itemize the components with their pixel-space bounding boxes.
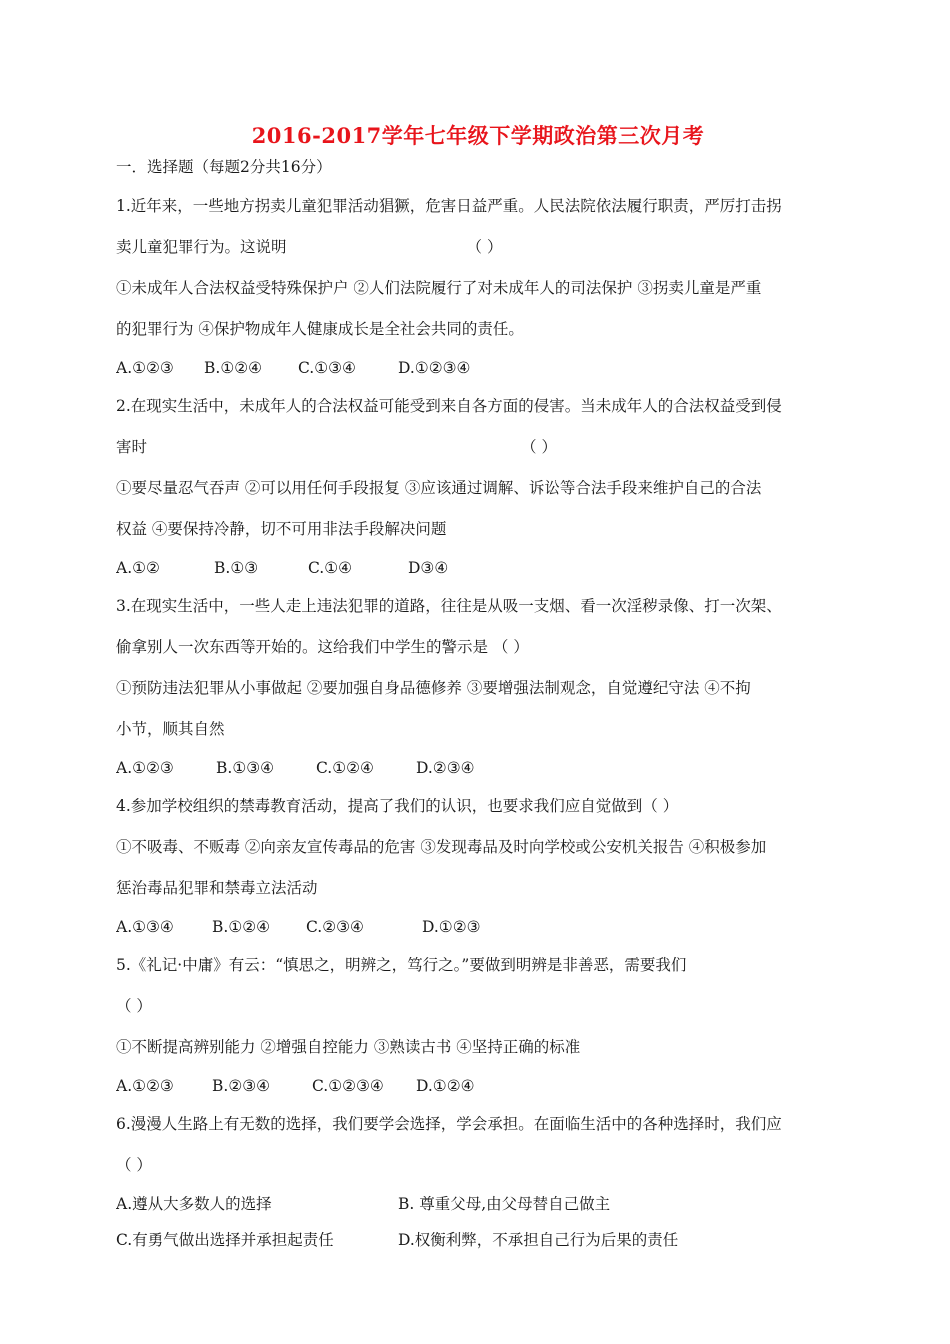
option-d: D.②③④ [416,759,475,777]
question-3 [116,586,840,786]
option-d: D.①②③ [422,918,481,936]
option-d: D.①②④ [416,1077,475,1095]
exam-title: 2016-2017学年七年级下学期政治第三次月考 [251,123,705,148]
question-5 [116,945,840,1104]
question-1-statements-line2: 的犯罪行为 ④保护物成年人健康成长是全社会共同的责任。 [116,320,524,338]
question-5-options [116,1068,840,1104]
question-2-options [116,550,840,586]
option-b: B.①③④ [216,759,275,777]
question-4-options [116,909,840,945]
question-2-stem-line2 [116,427,840,468]
question-6-options-row1 [116,1186,840,1222]
option-c: C.②③④ [306,918,364,936]
question-5-stem-line1: 5.《礼记·中庸》有云：“慎思之，明辨之，笃行之。”要做到明辨是非善恶，需要我们 [116,956,687,974]
question-6-stem-line1: 6.漫漫人生路上有无数的选择，我们要学会选择，学会承担。在面临生活中的各种选择时，我们应 [116,1115,782,1133]
question-4 [116,786,840,945]
option-d: D.权衡利弊，不承担自己行为后果的责任 [398,1231,679,1249]
question-1-options [116,350,840,386]
option-b: B. 尊重父母,由父母替自己做主 [398,1195,611,1213]
question-1-stem-line2 [116,227,840,268]
option-a: A.①② [116,559,160,577]
option-b: B.①②④ [204,359,263,377]
question-2-stem-line1: 2.在现实生活中，未成年人的合法权益可能受到来自各方面的侵害。当未成年人的合法权益受到侵 [116,397,782,415]
question-1 [116,186,840,386]
question-4-stem-line1: 4.参加学校组织的禁毒教育活动，提高了我们的认识，也要求我们应自觉做到（ ） [116,797,679,815]
option-a: A.①②③ [116,359,174,377]
question-3-stem-line1: 3.在现实生活中，一些人走上违法犯罪的道路，往往是从吸一支烟、看一次淫秽录像、打一次架、 [116,597,782,615]
option-a: A.①②③ [116,1077,174,1095]
question-6-options-row2 [116,1222,840,1258]
question-2-statements-line2: 权益 ④要保持冷静，切不可用非法手段解决问题 [116,520,447,538]
option-b: B.①③ [214,559,259,577]
question-3-options [116,750,840,786]
question-2 [116,386,840,586]
option-c: C.①④ [308,559,353,577]
option-c: C.①③④ [298,359,356,377]
question-3-statements-line2: 小节，顺其自然 [116,720,225,738]
option-a: A.①③④ [116,918,174,936]
option-a: A.遵从大多数人的选择 [116,1195,272,1213]
question-3-stem-line2: 偷拿别人一次东西等开始的。这给我们中学生的警示是 （ ） [116,638,529,656]
question-2-statements-line1: ①要尽量忍气吞声 ②可以用任何手段报复 ③应该通过调解、诉讼等合法手段来维护自己的合法 [116,479,762,497]
option-c: C.有勇气做出选择并承担起责任 [116,1231,334,1249]
option-c: C.①②④ [316,759,374,777]
question-6 [116,1104,840,1258]
section-heading: 一．选择题（每题2分共16分） [116,158,332,176]
question-1-stem-text: 卖儿童犯罪行为。这说明 [116,238,287,256]
question-1-statements-line1: ①未成年人合法权益受特殊保护户 ②人们法院履行了对未成年人的司法保护 ③拐卖儿童是严重 [116,279,762,297]
option-c: C.①②③④ [312,1077,384,1095]
question-2-stem-text: 害时 [116,438,148,456]
question-4-statements-line2: 惩治毒品犯罪和禁毒立法活动 [116,879,318,897]
answer-paren: （ ） [521,438,557,456]
question-3-statements-line1: ①预防违法犯罪从小事做起 ②要加强自身品德修养 ③要增强法制观念，自觉遵纪守法 ④不拘 [116,679,751,697]
answer-paren: （ ） [116,1156,152,1174]
option-b: B.①②④ [212,918,271,936]
answer-paren: （ ） [466,238,503,256]
option-d: D.①②③④ [398,359,471,377]
option-b: B.②③④ [212,1077,271,1095]
option-d: D③④ [408,559,449,577]
option-a: A.①②③ [116,759,174,777]
exam-page [116,120,840,1258]
question-1-stem-line1: 1.近年来，一些地方拐卖儿童犯罪活动猖獗，危害日益严重。人民法院依法履行职责，严厉打击拐 [116,197,782,215]
answer-paren: （ ） [116,997,152,1015]
question-4-statements-line1: ①不吸毒、不贩毒 ②向亲友宣传毒品的危害 ③发现毒品及时向学校或公安机关报告 ④积极参加 [116,838,767,856]
question-5-statements-line1: ①不断提高辨别能力 ②增强自控能力 ③熟读古书 ④坚持正确的标准 [116,1038,581,1056]
